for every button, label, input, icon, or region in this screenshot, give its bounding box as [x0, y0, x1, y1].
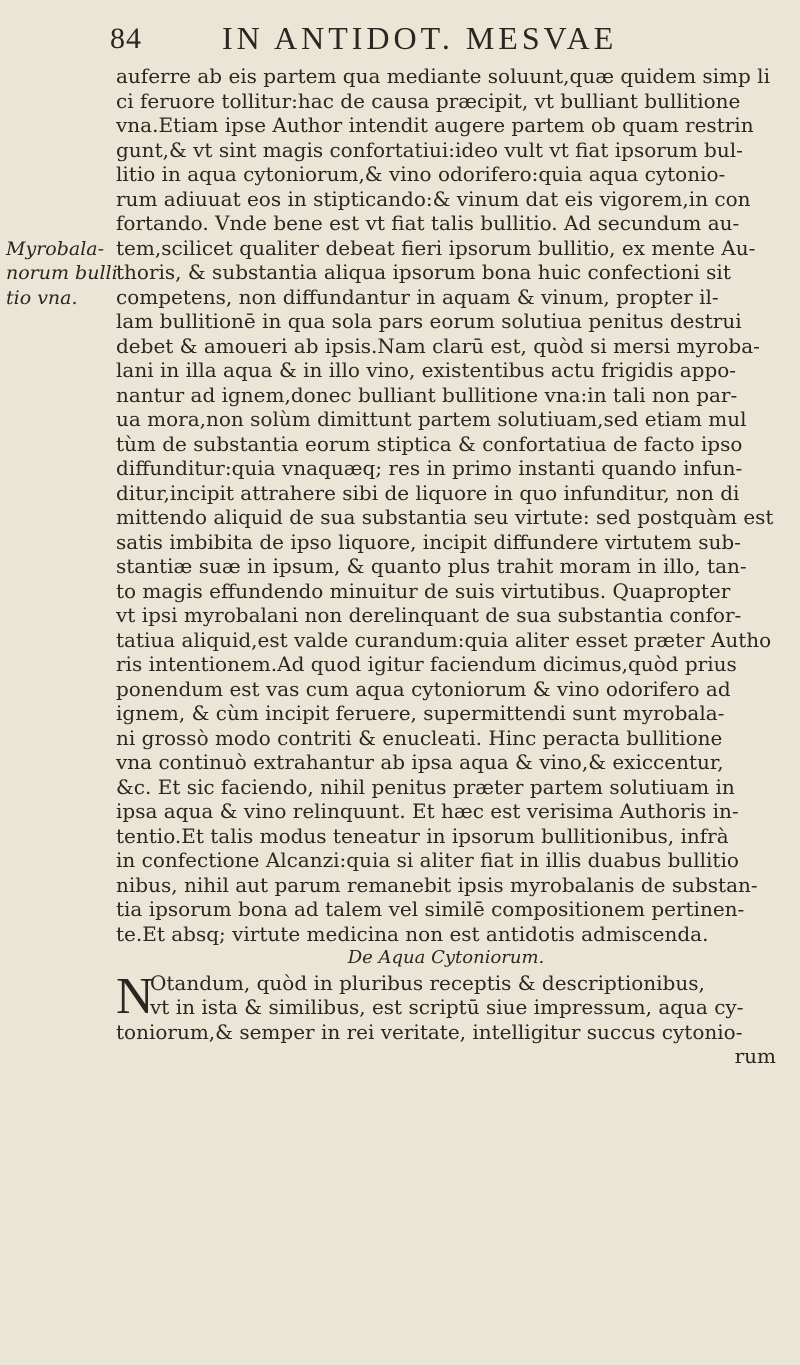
running-title: IN ANTIDOT. MESVAE	[222, 20, 618, 56]
text-line: competens, non diffundantur in aquam & vinum, propter il-	[116, 284, 719, 309]
text-line: nantur ad ignem,donec bulliant bullitione vna:in tali non par-	[116, 382, 738, 407]
text-line: tatiua aliquid,est valde curandum:quia aliter esset præter Autho	[116, 627, 772, 652]
text-line: te.Et absq; virtute medicina non est antidotis admiscenda.	[116, 921, 709, 946]
text-line: ua mora,non solùm dimittunt partem solutiuam,sed etiam mul	[116, 407, 747, 431]
text-line: auferre ab eis partem qua mediante soluunt,quæ quidem simp li	[116, 64, 770, 88]
text-line: tùm de substantia eorum stiptica & confortatiua de facto ipso	[116, 431, 743, 456]
text-line: lam bullitionē in qua sola pars eorum solutiua penitus destrui	[116, 309, 742, 333]
text-line: thoris, & substantia aliqua ipsorum bona huic confectioni sit	[116, 260, 731, 284]
margin-note-line-3: tio vna.	[6, 287, 78, 309]
text-line: satis imbibita de ipso liquore, incipit diffundere virtutem sub-	[116, 529, 741, 554]
text-line: to magis effundendo minuitur de suis virtutibus. Quapropter	[116, 578, 731, 603]
paragraph-with-initial	[116, 967, 776, 1025]
margin-note-line-1: Myrobala-	[6, 238, 105, 260]
text-line: tentio.Et talis modus teneatur in ipsorum bullitionibus, infrà	[116, 823, 729, 848]
text-line: debet & amoueri ab ipsis.Nam clarū est, quòd si mersi myroba-	[116, 333, 760, 358]
text-line: in confectione Alcanzi:quia si aliter fiat in illis duabus bullitio	[116, 848, 739, 872]
text-line: gunt,& vt sint magis confortatiui:ideo vult vt fiat ipsorum bul-	[116, 137, 743, 162]
margin-note-line-2: norum bulli	[6, 262, 118, 284]
text-line: ditur,incipit attrahere sibi de liquore in quo infunditur, non di	[116, 480, 740, 505]
text-line: stantiæ suæ in ipsum, & quanto plus trahit moram in illo, tan-	[116, 554, 747, 578]
text-line: &c. Et sic faciendo, nihil penitus præter partem solutiuam in	[116, 774, 735, 799]
text-line: ignem, & cùm incipit feruere, supermittendi sunt myrobala-	[116, 701, 725, 725]
text-line: vt ipsi myrobalani non derelinquant de sua substantia confor-	[116, 603, 742, 627]
text-line: mittendo aliquid de sua substantia seu virtute: sed postquàm est	[116, 505, 774, 529]
text-line: nibus, nihil aut parum remanebit ipsis myrobalanis de substan-	[116, 872, 758, 897]
page-number: 84	[110, 22, 142, 55]
text-line: vt in ista & similibus, est scriptū siue impressum, aqua cy-	[150, 995, 744, 1019]
drop-initial: N	[116, 967, 154, 1025]
text-line: fortando. Vnde bene est vt fiat talis bullitio. Ad secundum au-	[116, 211, 740, 235]
section-heading: De Aqua Cytoniorum.	[347, 947, 545, 968]
text-line: rum adiuuat eos in stipticando:& vinum dat eis vigorem,in con	[116, 186, 751, 211]
text-line: ponendum est vas cum aqua cytoniorum & vino odorifero ad	[116, 676, 731, 701]
text-line: Otandum, quòd in pluribus receptis & descriptionibus,	[150, 970, 705, 995]
body-text	[116, 64, 776, 1069]
text-line: ris intentionem.Ad quod igitur faciendum dicimus,quòd prius	[116, 652, 737, 676]
text-line: vna continuò extrahantur ab ipsa aqua & vino,& exiccentur,	[116, 750, 724, 774]
text-line: litio in aqua cytoniorum,& vino odorifero:quia aqua cytonio-	[116, 162, 726, 186]
text-line: vna.Etiam ipse Author intendit augere partem ob quam restrin	[116, 113, 754, 137]
catchword: rum	[734, 1044, 776, 1068]
text-line: ni grossò modo contriti & enucleati. Hinc peracta bullitione	[116, 725, 723, 750]
text-line: lani in illa aqua & in illo vino, existentibus actu frigidis appo-	[116, 358, 737, 382]
text-line: tia ipsorum bona ad talem vel similē compositionem pertinen-	[116, 897, 745, 921]
text-line: diffunditur:quia vnaquæq; res in primo instanti quando infun-	[116, 456, 743, 480]
text-line: toniorum,& semper in rei veritate, intelligitur succus cytonio-	[116, 1019, 743, 1044]
page-header	[110, 20, 770, 62]
text-line: ipsa aqua & vino relinquunt. Et hæc est verisima Authoris in-	[116, 799, 739, 823]
text-line: ci feruore tollitur:hac de causa præcipit, vt bulliant bullitione	[116, 88, 741, 113]
text-line: tem,scilicet qualiter debeat fieri ipsorum bullitio, ex mente Au-	[116, 235, 756, 260]
